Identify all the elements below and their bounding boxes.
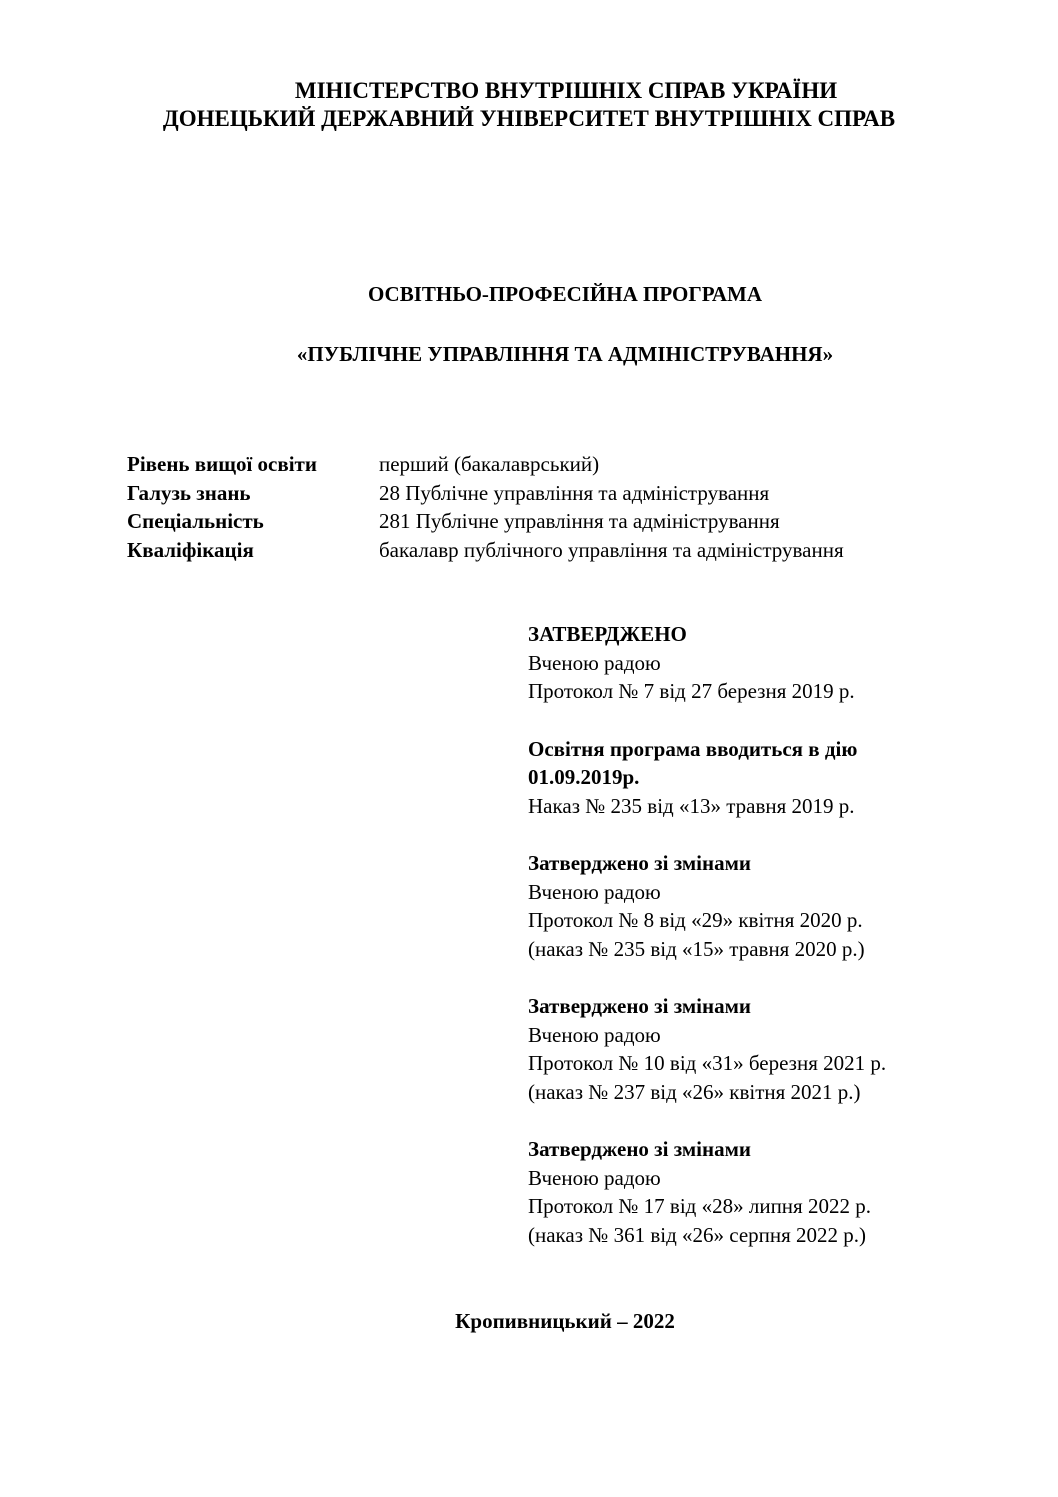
program-type: ОСВІТНЬО-ПРОФЕСІЙНА ПРОГРАМА <box>367 282 763 306</box>
info-value: бакалавр публічного управління та адміністрування <box>379 537 844 562</box>
info-value: 28 Публічне управління та адміністрування <box>379 480 770 505</box>
info-row-level <box>127 450 844 479</box>
approval-block-initial <box>528 620 998 706</box>
approval-protocol: Протокол № 8 від «29» квітня 2020 р. <box>528 908 863 932</box>
approval-order: Наказ № 235 від «13» травня 2019 р. <box>528 793 855 818</box>
info-label: Рівень вищої освіти <box>127 452 317 476</box>
info-value: 281 Публічне управління та адміністрування <box>379 509 780 533</box>
approval-protocol: Протокол № 17 від «28» липня 2022 р. <box>528 1194 871 1218</box>
info-label: Кваліфікація <box>127 537 254 562</box>
program-name: «ПУБЛІЧНЕ УПРАВЛІННЯ ТА АДМІНІСТРУВАННЯ» <box>296 342 834 366</box>
approval-protocol: Протокол № 10 від «31» березня 2021 р. <box>528 1051 887 1075</box>
approval-body: Вченою радою <box>528 1165 661 1190</box>
approval-block-2022 <box>528 1135 998 1249</box>
info-label: Спеціальність <box>127 509 264 533</box>
approval-block-enactment <box>528 735 998 821</box>
approval-section <box>528 620 998 1249</box>
approval-heading: Затверджено зі змінами <box>528 851 751 875</box>
approval-order: (наказ № 361 від «26» серпня 2022 р.) <box>528 1222 867 1247</box>
approval-order: (наказ № 237 від «26» квітня 2021 р.) <box>528 1079 861 1104</box>
info-row-field <box>127 479 844 508</box>
approval-order: (наказ № 235 від «15» травня 2020 р.) <box>528 936 865 961</box>
approval-body: Вченою радою <box>528 1022 661 1047</box>
info-label: Галузь знань <box>127 480 251 505</box>
approval-heading: Затверджено зі змінами <box>528 994 751 1018</box>
info-value: перший (бакалаврський) <box>379 452 600 476</box>
approval-block-2021 <box>528 992 998 1106</box>
approval-body: Вченою радою <box>528 650 661 675</box>
approval-heading: Освітня програма вводиться в дію <box>528 736 858 761</box>
info-row-qualification <box>127 536 844 565</box>
university-name: ДОНЕЦЬКИЙ ДЕРЖАВНИЙ УНІВЕРСИТЕТ ВНУТРІШНІХ СПРАВ <box>162 106 896 131</box>
approval-heading: ЗАТВЕРДЖЕНО <box>528 622 687 646</box>
program-info-table <box>127 450 844 564</box>
approval-date: 01.09.2019р. <box>528 765 640 789</box>
approval-protocol: Протокол № 7 від 27 березня 2019 р. <box>528 679 855 703</box>
info-row-specialty <box>127 507 844 536</box>
approval-heading: Затверджено зі змінами <box>528 1137 751 1161</box>
city-year-footer: Кропивницький – 2022 <box>455 1309 675 1333</box>
approval-body: Вченою радою <box>528 879 661 904</box>
institution-header <box>0 77 1058 133</box>
approval-block-2020 <box>528 849 998 963</box>
ministry-name: МІНІСТЕРСТВО ВНУТРІШНІХ СПРАВ УКРАЇНИ <box>294 78 838 103</box>
